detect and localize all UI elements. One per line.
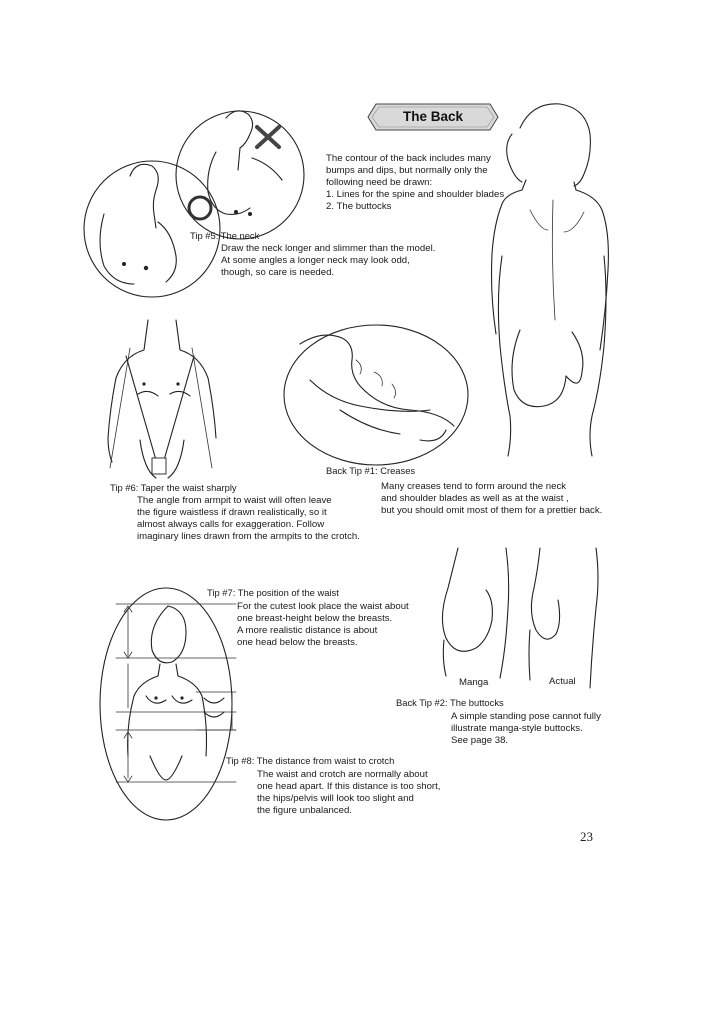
tip7-line: one breast-height below the breasts. xyxy=(237,613,393,624)
tip8-line: the hips/pelvis will look too slight and xyxy=(257,793,414,804)
back-tip1-text xyxy=(381,481,602,517)
proportion-measuring-figure xyxy=(100,588,236,820)
x-wrong-icon xyxy=(257,127,279,147)
tip6-text xyxy=(137,495,360,543)
tip5-line: At some angles a longer neck may look odd, xyxy=(221,255,410,266)
back-tip1-heading: Back Tip #1: Creases xyxy=(326,465,416,476)
back-tip1-line: but you should omit most of them for a prettier back. xyxy=(381,505,603,516)
back-tip2-line: A simple standing pose cannot fully xyxy=(451,711,601,722)
back-tip2-line: See page 38. xyxy=(451,735,509,746)
tip8-line: the figure unbalanced. xyxy=(257,805,352,816)
tip8-line: one head apart. If this distance is too short, xyxy=(257,781,441,792)
tip7-text xyxy=(237,601,409,649)
tip7-line: one head below the breasts. xyxy=(237,637,358,648)
tip6-line: almost always calls for exaggeration. Follow xyxy=(137,519,325,530)
tip6-line: The angle from armpit to waist will often leave xyxy=(137,495,332,506)
tip7-line: A more realistic distance is about xyxy=(237,625,378,636)
buttocks-comparison-illustration xyxy=(442,548,598,688)
back-tip2-heading: Back Tip #2: The buttocks xyxy=(396,697,504,708)
intro-line: bumps and dips, but normally only the xyxy=(326,165,488,176)
back-tip2-line: illustrate manga-style buttocks. xyxy=(451,723,583,734)
intro-line: following need be drawn: xyxy=(326,177,433,188)
back-tip2-text xyxy=(451,711,601,747)
back-tip1-line: and shoulder blades as well as at the waist , xyxy=(381,493,569,504)
tip6-line: imaginary lines drawn from the armpits to the crotch. xyxy=(137,531,360,542)
intro-line: 1. Lines for the spine and shoulder blades xyxy=(326,189,505,200)
page-number: 23 xyxy=(580,829,593,844)
tip5-heading: Tip #5: The neck xyxy=(190,230,260,241)
circle-correct-icon xyxy=(189,197,211,219)
page-title: The Back xyxy=(402,109,464,124)
creases-illustration xyxy=(284,325,468,465)
tip7-heading: Tip #7: The position of the waist xyxy=(207,587,339,598)
tip5-text xyxy=(221,243,435,279)
label-actual: Actual xyxy=(549,676,576,687)
label-manga: Manga xyxy=(459,677,489,688)
tip8-heading: Tip #8: The distance from waist to crotch xyxy=(226,755,395,766)
intro-line: The contour of the back includes many xyxy=(326,153,491,164)
tapered-waist-figure xyxy=(108,320,216,478)
tip7-line: For the cutest look place the waist about xyxy=(237,601,409,612)
back-view-figure xyxy=(492,104,609,456)
tip5-line: though, so care is needed. xyxy=(221,267,335,278)
tip6-heading: Tip #6: Taper the waist sharply xyxy=(110,482,237,493)
tip8-line: The waist and crotch are normally about xyxy=(257,769,428,780)
tip8-text xyxy=(257,769,440,817)
intro-text xyxy=(326,153,504,213)
back-tip1-line: Many creases tend to form around the neck xyxy=(381,481,567,492)
intro-line: 2. The buttocks xyxy=(326,201,392,212)
tip6-line: the figure waistless if drawn realistically, so it xyxy=(137,507,327,518)
tip5-line: Draw the neck longer and slimmer than the model. xyxy=(221,243,436,254)
